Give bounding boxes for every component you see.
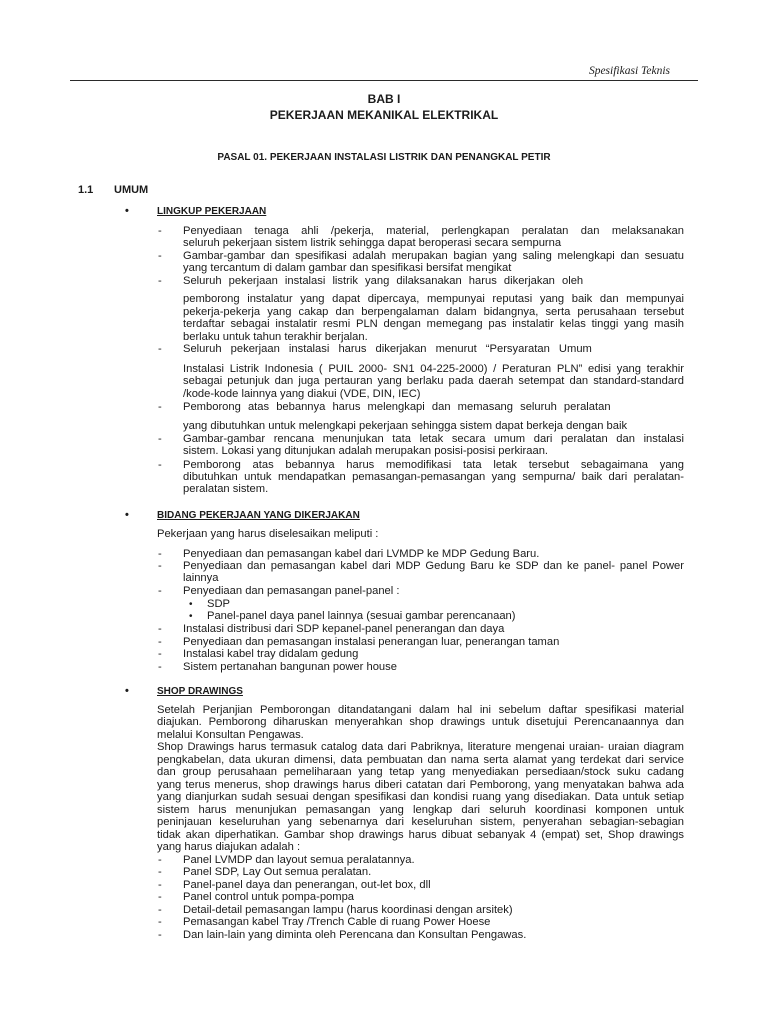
list-dash: - <box>158 250 162 262</box>
paragraph-line: Pekerjaan yang harus diselesaikan meliputi : <box>157 528 379 540</box>
subsection-bullet: • <box>125 685 129 697</box>
list-item-text: Pemborong atas bebannya harus melengkapi dan memasang seluruh peralatan <box>183 401 611 413</box>
list-dash: - <box>158 623 162 635</box>
list-item-text: Panel SDP, Lay Out semua peralatan. <box>183 866 372 878</box>
paragraph-line: Setelah Perjanjian Pemborongan ditandatangani dalam hal ini sebelum daftar spesifikasi material <box>157 704 684 716</box>
list-dash: - <box>158 879 162 891</box>
list-item-continuation: dibutuhkan untuk mendapatkan pemasangan-pemasangan yang sempurna/ baik dari peralatan- <box>183 471 684 483</box>
sub-list-item-text: Panel-panel daya panel lainnya (sesuai gambar perencanaan) <box>207 610 516 622</box>
article-title: PASAL 01. PEKERJAAN INSTALASI LISTRIK DAN PENANGKAL PETIR <box>217 152 551 163</box>
subsection-bullet: • <box>125 205 129 217</box>
subsection-bullet: • <box>125 509 129 521</box>
list-item-text: Panel control untuk pompa-pompa <box>183 891 355 903</box>
list-dash: - <box>158 929 162 941</box>
sub-list-item-text: SDP <box>207 598 231 610</box>
chapter-title: PEKERJAAN MEKANIKAL ELEKTRIKAL <box>269 108 499 122</box>
subsection-heading-shop-drawings: SHOP DRAWINGS <box>157 686 243 697</box>
header-rule <box>70 80 698 81</box>
chapter-label: BAB I <box>367 92 401 106</box>
paragraph-line: yang terus menerus, shop drawings harus diberi catatan dari Pemborong, yang menyatakan bahwa ada <box>157 779 684 791</box>
list-item-continuation: lainnya <box>183 572 219 584</box>
list-dash: - <box>158 916 162 928</box>
list-item-text: Dan lain-lain yang diminta oleh Perencana dan Konsultan Pengawas. <box>183 929 527 941</box>
list-item-continuation: peralatan sistem. <box>183 483 269 495</box>
list-dash: - <box>158 661 162 673</box>
list-dash: - <box>158 343 162 355</box>
list-item-text: Penyediaan dan pemasangan kabel dari LVMDP ke MDP Gedung Baru. <box>183 548 540 560</box>
paragraph-line: tidak akan diperhatikan. Gambar shop drawings harus dibuat sebanyak 4 (empat) set, Shop drawings <box>157 829 684 841</box>
paragraph-line: diajukan. Pemborong diharuskan menyerahkan shop drawings untuk disetujui Perencanaannya dan <box>157 716 684 728</box>
list-item-continuation: yang tercantum di dalam gambar dan spesifikasi bersifat mengikat <box>183 262 512 274</box>
list-dash: - <box>158 636 162 648</box>
list-item-text: Penyediaan dan pemasangan instalasi penerangan luar, penerangan taman <box>183 636 560 648</box>
paragraph-line: yang harus diajukan adalah : <box>157 841 301 853</box>
list-item-continuation: sebagai petunjuk dan juga pertauran yang berlaku pada daerah setempat dan standard-standard <box>183 375 684 387</box>
list-dash: - <box>158 904 162 916</box>
list-item-continuation: Instalasi Listrik Indonesia ( PUIL 2000- SN1 04-225-2000) / Peraturan PLN” edisi yang terakhir <box>183 363 684 375</box>
list-item-text: Sistem pertanahan bangunan power house <box>183 661 397 673</box>
paragraph-line: peninjauan keseluruhan yang sebenarnya dari keseluruhan sistem, penyerahan sebagian-sebagian <box>157 816 684 828</box>
list-item-text: Panel LVMDP dan layout semua peralatannya. <box>183 854 415 866</box>
section-number: 1.1 <box>78 184 94 196</box>
list-item-text: Pemborong atas bebannya harus memodifikasi tata letak tersebut sebagaimana yang <box>183 459 684 471</box>
list-item-continuation: seluruh pekerjaan sistem listrik sehingga dapat beroperasi secara sempurna <box>183 237 562 249</box>
list-item-continuation: pekerja-pekerja yang cakap dan berpengalaman dalam bidangnya, serta perusahaan tersebut <box>183 306 684 318</box>
running-header: Spesifikasi Teknis <box>588 65 670 77</box>
list-item-text: Gambar-gambar dan spesifikasi adalah merupakan bagian yang saling melengkapi dan sesuatu <box>183 250 684 262</box>
list-dash: - <box>158 648 162 660</box>
list-item-text: Penyediaan dan pemasangan panel-panel : <box>183 585 400 597</box>
subsection-heading-scope: LINGKUP PEKERJAAN <box>157 206 267 217</box>
paragraph-line: dan group perusahaan pemeliharaan yang tetap yang menyediakan persediaan/stock suku cadang <box>157 766 684 778</box>
list-item-text: Penyediaan dan pemasangan kabel dari MDP Gedung Baru ke SDP dan ke panel- panel Power <box>183 560 684 572</box>
list-dash: - <box>158 548 162 560</box>
list-item-text: Instalasi distribusi dari SDP kepanel-panel penerangan dan daya <box>183 623 505 635</box>
paragraph-line: sistem harus menunjukan pemasangan yang lengkap dari seluruh koordinasi komponen untuk <box>157 804 684 816</box>
list-item-text: Seluruh pekerjaan instalasi listrik yang dilaksanakan harus dikerjakan oleh <box>183 275 584 287</box>
subsection-heading-work-scope: BIDANG PEKERJAAN YANG DIKERJAKAN <box>157 510 360 521</box>
list-dash: - <box>158 560 162 572</box>
paragraph-line: pengkabelan, data ukuran dimensi, data pembuatan dan nama serta alamat yang terdekat dari service <box>157 754 684 766</box>
paragraph-line: Shop Drawings harus termasuk catalog data dari Pabriknya, literature mengenai uraian- uraian diagram <box>157 741 684 753</box>
list-dash: - <box>158 585 162 597</box>
list-item-continuation: /kode-kode lainnya yang diakui (VDE, DIN, IEC) <box>183 388 421 400</box>
list-item-continuation: sistem. Lokasi yang ditunjukan adalah merupakan posisi-posisi perkiraan. <box>183 445 549 457</box>
list-dash: - <box>158 433 162 445</box>
list-dash: - <box>158 275 162 287</box>
list-item-continuation: terdaftar sebagai instalatir resmi PLN dengan memegang pas instalatir kelas tinggi yang masih <box>183 318 684 330</box>
list-item-text: Penyediaan tenaga ahli /pekerja, material, perlengkapan peralatan dan melaksanakan <box>183 225 684 237</box>
section-title: UMUM <box>114 184 149 196</box>
list-dash: - <box>158 459 162 471</box>
list-item-continuation: yang dibutuhkan untuk melengkapi pekerjaan sehingga sistem dapat berkeja dengan baik <box>183 420 628 432</box>
sub-bullet: • <box>189 611 193 622</box>
list-dash: - <box>158 225 162 237</box>
list-item-text: Pemasangan kabel Tray /Trench Cable di ruang Power Hoese <box>183 916 491 928</box>
list-item-text: Panel-panel daya dan penerangan, out-let box, dll <box>183 879 431 891</box>
sub-bullet: • <box>189 599 193 610</box>
list-dash: - <box>158 866 162 878</box>
list-item-continuation: pemborong instalatur yang dapat dipercaya, mempunyai reputasi yang baik dan mempunyai <box>183 293 684 305</box>
list-item-text: Seluruh pekerjaan instalasi harus dikerjakan menurut “Persyaratan Umum <box>183 343 592 355</box>
list-dash: - <box>158 891 162 903</box>
list-item-text: Gambar-gambar rencana menunjukan tata letak secara umum dari peralatan dan instalasi <box>183 433 684 445</box>
list-item-continuation: berlaku untuk tahun terakhir berjalan. <box>183 331 368 343</box>
list-dash: - <box>158 401 162 413</box>
paragraph-line: yang dianjurkan sudah sesuai dengan spesifikasi dan kondisi ruang yang disediakan. Data untuk setiap <box>157 791 684 803</box>
list-item-text: Detail-detail pemasangan lampu (harus koordinasi dengan arsitek) <box>183 904 513 916</box>
paragraph-line: melalui Konsultan Pengawas. <box>157 729 304 741</box>
list-dash: - <box>158 854 162 866</box>
list-item-text: Instalasi kabel tray didalam gedung <box>183 648 359 660</box>
